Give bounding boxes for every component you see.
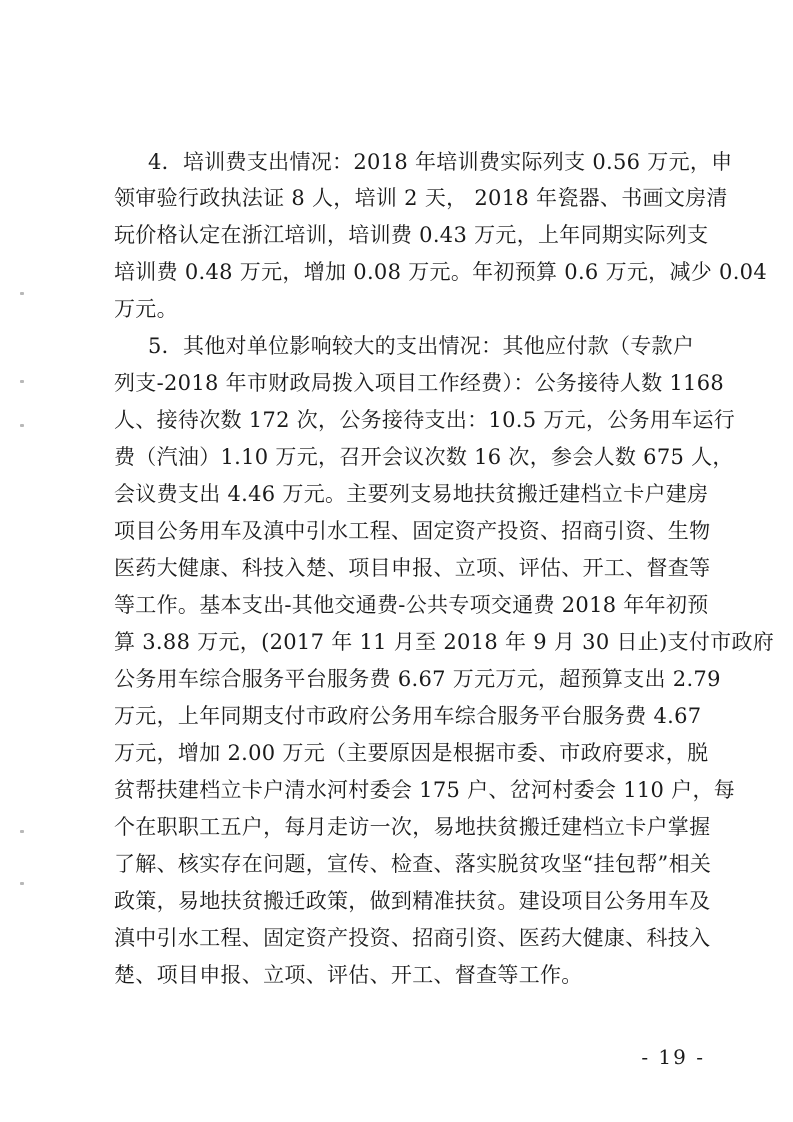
paragraph-5-line-9: 算 3.88 万元，(2017 年 11 月至 2018 年 9 月 30 日止)支付市政府	[114, 630, 775, 654]
paragraph-4-line-1: 4．培训费支出情况：2018 年培训费实际列支 0.56 万元，申	[148, 150, 733, 174]
paragraph-4-line-3: 玩价格认定在浙江培训，培训费 0.43 万元，上年同期实际列支	[114, 223, 709, 247]
paragraph-4-line-2: 领审验行政执法证 8 人，培训 2 天， 2018 年瓷器、书画文房清	[114, 186, 728, 210]
paragraph-5-line-10: 公务用车综合服务平台服务费 6.67 万元万元，超预算支出 2.79	[114, 667, 721, 691]
paragraph-5-line-7: 医药大健康、科技入楚、项目申报、立项、评估、开工、督查等	[114, 556, 711, 580]
paragraph-4-line-5: 万元。	[114, 297, 178, 321]
scan-margin-speck	[20, 424, 24, 427]
paragraph-5-line-12: 万元，增加 2.00 万元（主要原因是根据市委、市政府要求，脱	[114, 741, 709, 765]
scan-margin-speck	[20, 292, 24, 295]
paragraph-5-line-5: 会议费支出 4.46 万元。主要列支易地扶贫搬迁建档立卡户建房	[114, 482, 709, 506]
scan-margin-speck	[20, 380, 24, 383]
paragraph-5-line-6: 项目公务用车及滇中引水工程、固定资产投资、招商引资、生物	[114, 519, 711, 543]
paragraph-5-line-17: 滇中引水工程、固定资产投资、招商引资、医药大健康、科技入	[114, 926, 711, 950]
paragraph-5-line-13: 贫帮扶建档立卡户清水河村委会 175 户、岔河村委会 110 户，每	[114, 778, 736, 802]
paragraph-5-line-16: 政策，易地扶贫搬迁政策，做到精准扶贫。建设项目公务用车及	[114, 889, 711, 913]
paragraph-5-line-8: 等工作。基本支出-其他交通费-公共专项交通费 2018 年年初预	[114, 593, 709, 617]
paragraph-5-line-11: 万元，上年同期支付市政府公务用车综合服务平台服务费 4.67	[114, 704, 702, 728]
paragraph-5-line-3: 人、接待次数 172 次，公务接待支出：10.5 万元，公务用车运行	[114, 408, 736, 432]
paragraph-5-line-1: 5．其他对单位影响较大的支出情况：其他应付款（专款户	[148, 334, 695, 358]
paragraph-4-line-4: 培训费 0.48 万元，增加 0.08 万元。年初预算 0.6 万元，减少 0.04	[114, 260, 767, 284]
paragraph-5-line-15: 了解、核实存在问题，宣传、检查、落实脱贫攻坚“挂包帮”相关	[114, 852, 712, 876]
scan-margin-speck	[20, 830, 24, 833]
paragraph-5-line-2: 列支-2018 年市财政局拨入项目工作经费）：公务接待人数 1168	[114, 371, 725, 395]
scan-margin-speck	[20, 882, 24, 885]
paragraph-5-line-4: 费（汽油）1.10 万元，召开会议次数 16 次，参会人数 675 人，	[114, 445, 734, 469]
paragraph-5-line-14: 个在职职工五户，每月走访一次，易地扶贫搬迁建档立卡户掌握	[114, 815, 711, 839]
page-number: - 19 -	[641, 1045, 705, 1069]
paragraph-5-line-18: 楚、项目申报、立项、评估、开工、督查等工作。	[114, 963, 583, 987]
